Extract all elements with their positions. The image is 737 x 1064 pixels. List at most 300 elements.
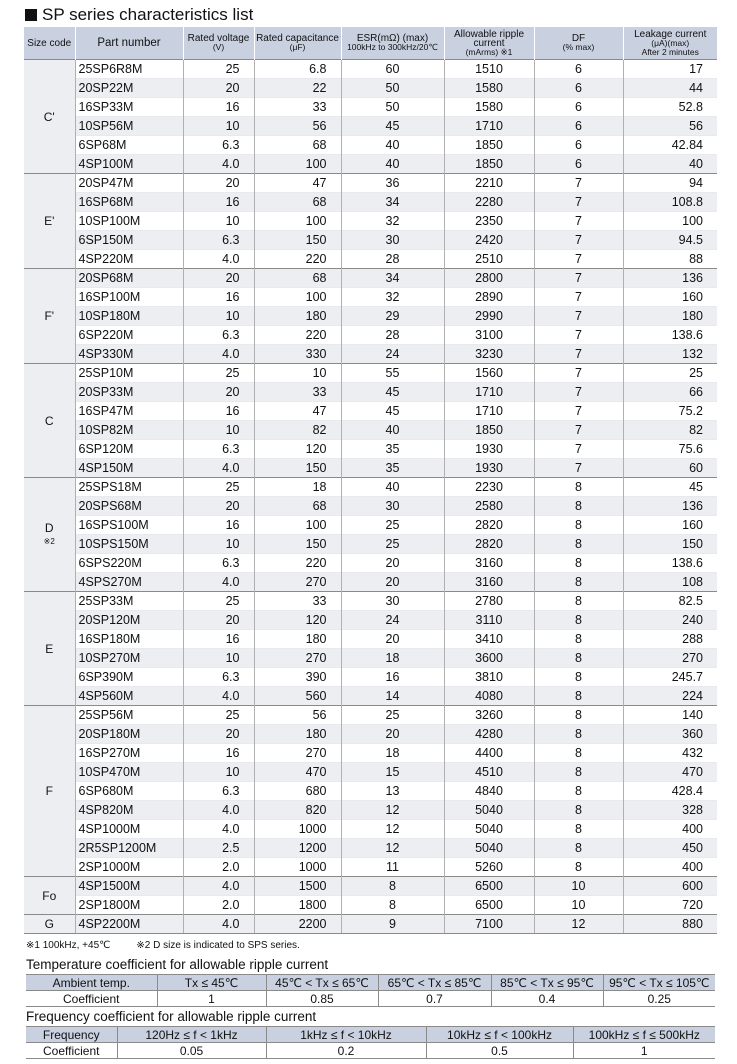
ripple-current-cell: 4280 — [444, 725, 534, 744]
rated-voltage-cell: 4.0 — [183, 459, 254, 478]
temp-coefficient-title: Temperature coefficient for allowable ripple current — [26, 957, 329, 972]
table-row — [24, 345, 717, 364]
leakage-current-cell: 600 — [623, 877, 717, 896]
size-code-label: C — [44, 413, 54, 428]
ripple-current-cell: 3810 — [444, 668, 534, 687]
leakage-current-cell: 136 — [623, 497, 717, 516]
part-number-cell: 10SP470M — [75, 763, 183, 782]
df-cell: 6 — [534, 60, 623, 79]
ripple-current-cell: 3260 — [444, 706, 534, 725]
part-number-cell: 20SP22M — [75, 79, 183, 98]
rated-voltage-cell: 10 — [183, 421, 254, 440]
footnotes — [26, 940, 300, 951]
leakage-current-cell: 140 — [623, 706, 717, 725]
esr-cell: 25 — [341, 706, 444, 725]
esr-cell: 60 — [341, 60, 444, 79]
table-row — [24, 687, 717, 706]
leakage-current-cell: 66 — [623, 383, 717, 402]
part-number-cell: 10SP270M — [75, 649, 183, 668]
rated-capacitance-cell: 820 — [254, 801, 341, 820]
freq-value-cell: 0.5 — [426, 1043, 573, 1059]
part-number-cell: 16SP100M — [75, 288, 183, 307]
footnote-1: ※1 100kHz, +45℃ — [26, 940, 111, 951]
rated-capacitance-cell: 150 — [254, 231, 341, 250]
df-cell: 8 — [534, 478, 623, 497]
rated-capacitance-cell: 220 — [254, 250, 341, 269]
leakage-current-cell: 245.7 — [623, 668, 717, 687]
rated-capacitance-cell: 100 — [254, 288, 341, 307]
rated-capacitance-cell: 33 — [254, 383, 341, 402]
df-cell: 8 — [534, 858, 623, 877]
esr-cell: 30 — [341, 592, 444, 611]
df-cell: 10 — [534, 896, 623, 915]
df-cell: 7 — [534, 326, 623, 345]
df-cell: 8 — [534, 801, 623, 820]
part-number-cell: 10SPS150M — [75, 535, 183, 554]
esr-cell: 12 — [341, 801, 444, 820]
rated-capacitance-cell: 120 — [254, 440, 341, 459]
rated-capacitance-cell: 270 — [254, 744, 341, 763]
df-cell: 8 — [534, 839, 623, 858]
ripple-current-cell: 3160 — [444, 554, 534, 573]
header-rated-capacitance: Rated capacitance (μF) — [254, 27, 341, 60]
temp-header-cell: 95℃ < Tx ≤ 105℃ — [603, 975, 715, 991]
rated-capacitance-cell: 150 — [254, 535, 341, 554]
esr-cell: 25 — [341, 535, 444, 554]
rated-voltage-cell: 16 — [183, 193, 254, 212]
df-cell: 8 — [534, 497, 623, 516]
table-header-row — [24, 27, 717, 60]
rated-voltage-cell: 4.0 — [183, 345, 254, 364]
rated-voltage-cell: 6.3 — [183, 554, 254, 573]
characteristics-table — [24, 27, 717, 934]
df-cell: 7 — [534, 383, 623, 402]
table-row — [24, 136, 717, 155]
part-number-cell: 20SP33M — [75, 383, 183, 402]
leakage-current-cell: 180 — [623, 307, 717, 326]
size-code-cell — [24, 877, 75, 915]
ripple-current-cell: 5040 — [444, 801, 534, 820]
table-row — [24, 725, 717, 744]
rated-capacitance-cell: 180 — [254, 630, 341, 649]
ripple-current-cell: 2990 — [444, 307, 534, 326]
table-row — [24, 763, 717, 782]
table-row — [24, 60, 717, 79]
ripple-current-cell: 2230 — [444, 478, 534, 497]
size-code-cell — [24, 269, 75, 364]
leakage-current-cell: 42.84 — [623, 136, 717, 155]
rated-capacitance-cell: 22 — [254, 79, 341, 98]
leakage-current-cell: 880 — [623, 915, 717, 934]
table-row — [24, 497, 717, 516]
table-row — [24, 611, 717, 630]
ripple-current-cell: 2510 — [444, 250, 534, 269]
freq-header-row — [26, 1027, 715, 1043]
ripple-current-cell: 2580 — [444, 497, 534, 516]
table-row — [24, 440, 717, 459]
table-row — [24, 307, 717, 326]
temp-value-cell: 0.25 — [603, 991, 715, 1007]
leakage-current-cell: 400 — [623, 820, 717, 839]
ripple-current-cell: 6500 — [444, 877, 534, 896]
df-cell: 7 — [534, 459, 623, 478]
size-code-cell — [24, 364, 75, 478]
size-code-note: ※2 — [43, 536, 55, 546]
part-number-cell: 4SP100M — [75, 155, 183, 174]
leakage-current-cell: 138.6 — [623, 326, 717, 345]
rated-capacitance-cell: 68 — [254, 193, 341, 212]
df-cell: 8 — [534, 516, 623, 535]
ripple-current-cell: 3100 — [444, 326, 534, 345]
rated-voltage-cell: 10 — [183, 763, 254, 782]
leakage-current-cell: 108.8 — [623, 193, 717, 212]
rated-capacitance-cell: 56 — [254, 706, 341, 725]
leakage-current-cell: 136 — [623, 269, 717, 288]
rated-voltage-cell: 20 — [183, 611, 254, 630]
ripple-current-cell: 2820 — [444, 516, 534, 535]
leakage-current-cell: 82 — [623, 421, 717, 440]
leakage-current-cell: 160 — [623, 288, 717, 307]
leakage-current-cell: 288 — [623, 630, 717, 649]
part-number-cell: 4SP820M — [75, 801, 183, 820]
ripple-current-cell: 1580 — [444, 79, 534, 98]
df-cell: 7 — [534, 212, 623, 231]
table-row — [24, 839, 717, 858]
table-row — [24, 79, 717, 98]
leakage-current-cell: 100 — [623, 212, 717, 231]
ripple-current-cell: 4080 — [444, 687, 534, 706]
df-cell: 6 — [534, 98, 623, 117]
freq-header-cell: 120Hz ≤ f < 1kHz — [117, 1027, 266, 1043]
size-code-label: G — [44, 917, 54, 931]
esr-cell: 34 — [341, 193, 444, 212]
df-cell: 8 — [534, 611, 623, 630]
leakage-current-cell: 45 — [623, 478, 717, 497]
rated-capacitance-cell: 33 — [254, 592, 341, 611]
leakage-current-cell: 160 — [623, 516, 717, 535]
esr-cell: 30 — [341, 231, 444, 250]
rated-capacitance-cell: 330 — [254, 345, 341, 364]
rated-voltage-cell: 16 — [183, 288, 254, 307]
freq-coefficient-table — [26, 1026, 715, 1059]
table-row — [24, 269, 717, 288]
leakage-current-cell: 450 — [623, 839, 717, 858]
part-number-cell: 16SP47M — [75, 402, 183, 421]
part-number-cell: 16SP180M — [75, 630, 183, 649]
table-row — [24, 402, 717, 421]
part-number-cell: 2SP1000M — [75, 858, 183, 877]
rated-voltage-cell: 2.0 — [183, 896, 254, 915]
leakage-current-cell: 360 — [623, 725, 717, 744]
rated-voltage-cell: 2.0 — [183, 858, 254, 877]
ripple-current-cell: 3110 — [444, 611, 534, 630]
df-cell: 8 — [534, 630, 623, 649]
ripple-current-cell: 2350 — [444, 212, 534, 231]
ripple-current-cell: 2820 — [444, 535, 534, 554]
table-row — [24, 858, 717, 877]
header-ripple-current: Allowable ripple current (mArms) ※1 — [444, 27, 534, 60]
rated-voltage-cell: 4.0 — [183, 877, 254, 896]
df-cell: 8 — [534, 706, 623, 725]
temp-header-cell: Ambient temp. — [26, 975, 157, 991]
df-cell: 8 — [534, 820, 623, 839]
df-cell: 8 — [534, 668, 623, 687]
table-row — [24, 782, 717, 801]
temp-value-cell: 0.4 — [491, 991, 603, 1007]
part-number-cell: 16SP68M — [75, 193, 183, 212]
esr-cell: 50 — [341, 98, 444, 117]
part-number-cell: 4SP330M — [75, 345, 183, 364]
rated-capacitance-cell: 2200 — [254, 915, 341, 934]
esr-cell: 8 — [341, 877, 444, 896]
rated-capacitance-cell: 1000 — [254, 858, 341, 877]
esr-cell: 45 — [341, 383, 444, 402]
rated-voltage-cell: 2.5 — [183, 839, 254, 858]
temp-value-cell: 1 — [157, 991, 266, 1007]
esr-cell: 24 — [341, 345, 444, 364]
rated-voltage-cell: 16 — [183, 516, 254, 535]
rated-capacitance-cell: 47 — [254, 402, 341, 421]
esr-cell: 34 — [341, 269, 444, 288]
rated-capacitance-cell: 100 — [254, 516, 341, 535]
freq-header-cell: 100kHz ≤ f ≤ 500kHz — [573, 1027, 715, 1043]
rated-capacitance-cell: 270 — [254, 573, 341, 592]
part-number-cell: 25SP10M — [75, 364, 183, 383]
size-code-label: Fo — [42, 888, 57, 903]
table-row — [24, 592, 717, 611]
part-number-cell: 4SP1500M — [75, 877, 183, 896]
table-row — [24, 915, 717, 934]
ripple-current-cell: 3410 — [444, 630, 534, 649]
table-row — [24, 573, 717, 592]
freq-value-row — [26, 1043, 715, 1059]
table-row — [24, 193, 717, 212]
leakage-current-cell: 224 — [623, 687, 717, 706]
esr-cell: 35 — [341, 459, 444, 478]
rated-voltage-cell: 4.0 — [183, 801, 254, 820]
size-code-cell — [24, 60, 75, 174]
rated-voltage-cell: 25 — [183, 364, 254, 383]
df-cell: 7 — [534, 364, 623, 383]
table-row — [24, 364, 717, 383]
rated-voltage-cell: 4.0 — [183, 687, 254, 706]
df-cell: 7 — [534, 174, 623, 193]
title-text: SP series characteristics list — [42, 5, 254, 24]
esr-cell: 55 — [341, 364, 444, 383]
rated-capacitance-cell: 33 — [254, 98, 341, 117]
rated-voltage-cell: 4.0 — [183, 155, 254, 174]
rated-capacitance-cell: 220 — [254, 554, 341, 573]
esr-cell: 18 — [341, 744, 444, 763]
part-number-cell: 20SP47M — [75, 174, 183, 193]
df-cell: 7 — [534, 231, 623, 250]
esr-cell: 45 — [341, 402, 444, 421]
table-row — [24, 896, 717, 915]
esr-cell: 9 — [341, 915, 444, 934]
ripple-current-cell: 3160 — [444, 573, 534, 592]
leakage-current-cell: 400 — [623, 858, 717, 877]
table-row — [24, 744, 717, 763]
leakage-current-cell: 17 — [623, 60, 717, 79]
df-cell: 7 — [534, 193, 623, 212]
rated-capacitance-cell: 1500 — [254, 877, 341, 896]
df-cell: 7 — [534, 288, 623, 307]
esr-cell: 12 — [341, 820, 444, 839]
freq-header-cell: 1kHz ≤ f < 10kHz — [266, 1027, 426, 1043]
df-cell: 6 — [534, 155, 623, 174]
ripple-current-cell: 2210 — [444, 174, 534, 193]
esr-cell: 50 — [341, 79, 444, 98]
leakage-current-cell: 432 — [623, 744, 717, 763]
part-number-cell: 25SPS18M — [75, 478, 183, 497]
rated-capacitance-cell: 68 — [254, 136, 341, 155]
part-number-cell: 4SPS270M — [75, 573, 183, 592]
leakage-current-cell: 52.8 — [623, 98, 717, 117]
size-code-cell — [24, 592, 75, 706]
ripple-current-cell: 5040 — [444, 820, 534, 839]
df-cell: 7 — [534, 269, 623, 288]
esr-cell: 30 — [341, 497, 444, 516]
rated-voltage-cell: 20 — [183, 269, 254, 288]
leakage-current-cell: 75.6 — [623, 440, 717, 459]
rated-voltage-cell: 25 — [183, 706, 254, 725]
ripple-current-cell: 3600 — [444, 649, 534, 668]
rated-capacitance-cell: 1800 — [254, 896, 341, 915]
part-number-cell: 20SP120M — [75, 611, 183, 630]
part-number-cell: 4SP1000M — [75, 820, 183, 839]
temp-header-cell: 45℃ < Tx ≤ 65℃ — [266, 975, 378, 991]
freq-value-cell: Coefficient — [26, 1043, 117, 1059]
rated-capacitance-cell: 100 — [254, 212, 341, 231]
part-number-cell: 20SP180M — [75, 725, 183, 744]
freq-header-cell: Frequency — [26, 1027, 117, 1043]
esr-cell: 20 — [341, 725, 444, 744]
size-code-label: E — [45, 641, 54, 656]
rated-voltage-cell: 25 — [183, 478, 254, 497]
table-row — [24, 326, 717, 345]
esr-cell: 8 — [341, 896, 444, 915]
ripple-current-cell: 6500 — [444, 896, 534, 915]
rated-voltage-cell: 16 — [183, 402, 254, 421]
part-number-cell: 6SP68M — [75, 136, 183, 155]
esr-cell: 13 — [341, 782, 444, 801]
rated-capacitance-cell: 82 — [254, 421, 341, 440]
leakage-current-cell: 720 — [623, 896, 717, 915]
table-row — [24, 516, 717, 535]
rated-voltage-cell: 16 — [183, 630, 254, 649]
table-row — [24, 98, 717, 117]
size-code-label: F — [45, 784, 53, 798]
rated-capacitance-cell: 680 — [254, 782, 341, 801]
freq-value-cell: 0.05 — [117, 1043, 266, 1059]
leakage-current-cell: 25 — [623, 364, 717, 383]
ripple-current-cell: 2890 — [444, 288, 534, 307]
table-row — [24, 668, 717, 687]
table-row — [24, 554, 717, 573]
rated-capacitance-cell: 100 — [254, 155, 341, 174]
part-number-cell: 10SP56M — [75, 117, 183, 136]
part-number-cell: 6SP220M — [75, 326, 183, 345]
esr-cell: 45 — [341, 117, 444, 136]
table-row — [24, 630, 717, 649]
rated-voltage-cell: 6.3 — [183, 136, 254, 155]
rated-capacitance-cell: 47 — [254, 174, 341, 193]
ripple-current-cell: 1560 — [444, 364, 534, 383]
esr-cell: 36 — [341, 174, 444, 193]
df-cell: 8 — [534, 725, 623, 744]
leakage-current-cell: 240 — [623, 611, 717, 630]
part-number-cell: 25SP6R8M — [75, 60, 183, 79]
part-number-cell: 4SP150M — [75, 459, 183, 478]
part-number-cell: 4SP220M — [75, 250, 183, 269]
part-number-cell: 6SP150M — [75, 231, 183, 250]
df-cell: 8 — [534, 763, 623, 782]
ripple-current-cell: 4400 — [444, 744, 534, 763]
table-row — [24, 649, 717, 668]
size-code-cell — [24, 174, 75, 269]
rated-voltage-cell: 20 — [183, 725, 254, 744]
rated-voltage-cell: 6.3 — [183, 782, 254, 801]
leakage-current-cell: 108 — [623, 573, 717, 592]
rated-voltage-cell: 25 — [183, 60, 254, 79]
esr-cell: 32 — [341, 212, 444, 231]
rated-voltage-cell: 4.0 — [183, 573, 254, 592]
df-cell: 6 — [534, 136, 623, 155]
esr-cell: 20 — [341, 630, 444, 649]
df-cell: 10 — [534, 877, 623, 896]
df-cell: 8 — [534, 573, 623, 592]
temp-value-cell: Coefficient — [26, 991, 157, 1007]
size-code-cell — [24, 478, 75, 592]
leakage-current-cell: 138.6 — [623, 554, 717, 573]
esr-cell: 35 — [341, 440, 444, 459]
temp-header-cell: 65℃ < Tx ≤ 85℃ — [378, 975, 491, 991]
rated-capacitance-cell: 180 — [254, 725, 341, 744]
df-cell: 8 — [534, 782, 623, 801]
rated-capacitance-cell: 220 — [254, 326, 341, 345]
header-df: DF (% max) — [534, 27, 623, 60]
ripple-current-cell: 1930 — [444, 459, 534, 478]
part-number-cell: 20SP68M — [75, 269, 183, 288]
header-part-number: Part number — [75, 27, 183, 60]
freq-value-cell: 1 — [573, 1043, 715, 1059]
ripple-current-cell: 1510 — [444, 60, 534, 79]
ripple-current-cell: 3230 — [444, 345, 534, 364]
table-row — [24, 820, 717, 839]
leakage-current-cell: 94.5 — [623, 231, 717, 250]
leakage-current-cell: 60 — [623, 459, 717, 478]
esr-cell: 40 — [341, 478, 444, 497]
part-number-cell: 16SP33M — [75, 98, 183, 117]
table-row — [24, 288, 717, 307]
table-row — [24, 478, 717, 497]
esr-cell: 25 — [341, 516, 444, 535]
df-cell: 12 — [534, 915, 623, 934]
rated-capacitance-cell: 1200 — [254, 839, 341, 858]
ripple-current-cell: 7100 — [444, 915, 534, 934]
part-number-cell: 4SP560M — [75, 687, 183, 706]
table-row — [24, 421, 717, 440]
table-row — [24, 535, 717, 554]
part-number-cell: 16SP270M — [75, 744, 183, 763]
rated-capacitance-cell: 270 — [254, 649, 341, 668]
leakage-current-cell: 470 — [623, 763, 717, 782]
part-number-cell: 2SP1800M — [75, 896, 183, 915]
esr-cell: 40 — [341, 421, 444, 440]
ripple-current-cell: 4510 — [444, 763, 534, 782]
table-row — [24, 174, 717, 193]
size-code-label: E' — [44, 214, 55, 228]
